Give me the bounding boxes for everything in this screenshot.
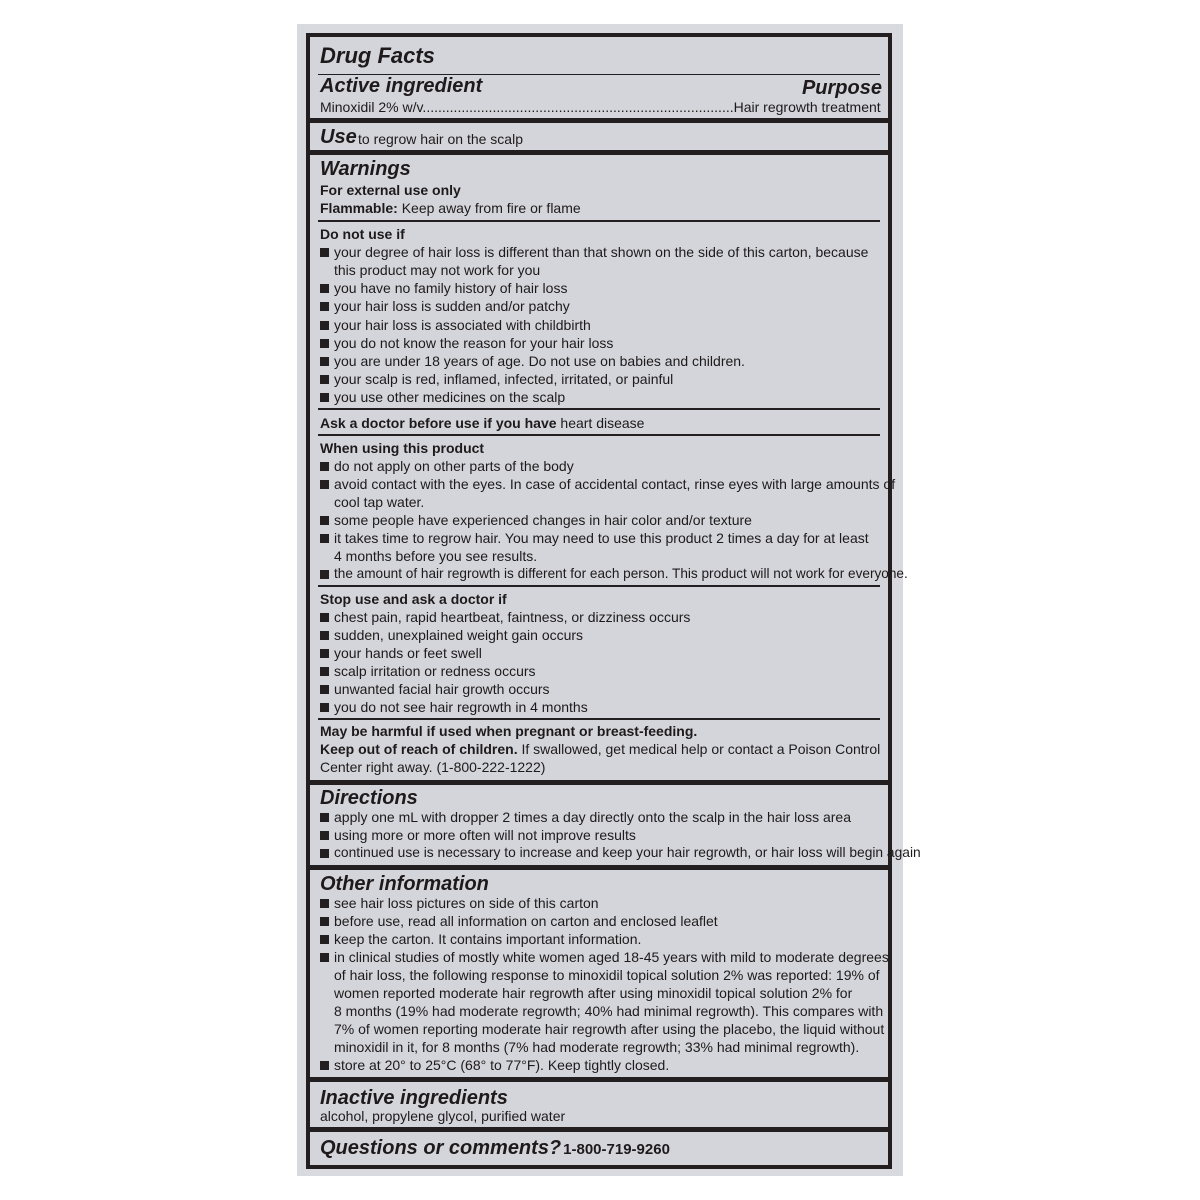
list-item: continued use is necessary to increase and keep your hair regrowth, or hair loss will begin again: [320, 844, 921, 862]
keep-out-label: Keep out of reach of children.: [320, 741, 518, 757]
divider: [318, 718, 880, 720]
bullet-square-icon: [320, 613, 329, 622]
bullet-square-icon: [320, 284, 329, 293]
purpose-heading: Purpose: [801, 77, 882, 99]
use-text: to regrow hair on the scalp: [358, 131, 523, 147]
other-info-heading: Other information: [320, 873, 489, 895]
list-item: avoid contact with the eyes. In case of accidental contact, rinse eyes with large amounts of: [320, 475, 895, 493]
list-item: you use other medicines on the scalp: [320, 388, 565, 406]
section-bar: [310, 865, 888, 870]
bullet-square-icon: [320, 631, 329, 640]
bullet-square-icon: [320, 667, 329, 676]
bullet-square-icon: [320, 953, 329, 962]
list-item-continuation: women reported moderate hair regrowth after using minoxidil topical solution 2% for: [334, 985, 853, 1001]
divider: [318, 434, 880, 436]
list-item: you do not see hair regrowth in 4 months: [320, 698, 588, 716]
list-item-continuation: 8 months (19% had moderate regrowth; 40% had minimal regrowth). This compares with: [334, 1003, 884, 1019]
list-item: you do not know the reason for your hair loss: [320, 334, 613, 352]
list-item: sudden, unexplained weight gain occurs: [320, 626, 583, 644]
do-not-use-heading: Do not use if: [320, 226, 405, 242]
list-item-continuation: of hair loss, the following response to minoxidil topical solution 2% was reported: 19% of: [334, 967, 880, 983]
questions-phone: 1-800-719-9260: [563, 1141, 670, 1158]
questions-heading: [320, 1137, 670, 1161]
bullet-square-icon: [320, 703, 329, 712]
bullet-square-icon: [320, 248, 329, 257]
list-item: you have no family history of hair loss: [320, 279, 567, 297]
list-item: store at 20° to 25°C (68° to 77°F). Keep tightly closed.: [320, 1056, 669, 1074]
list-item: you are under 18 years of age. Do not use on babies and children.: [320, 352, 745, 370]
bullet-square-icon: [320, 935, 329, 944]
list-item: unwanted facial hair growth occurs: [320, 680, 550, 698]
stop-use-heading: Stop use and ask a doctor if: [320, 591, 507, 607]
list-item: keep the carton. It contains important information.: [320, 930, 641, 948]
list-item-continuation: cool tap water.: [334, 494, 425, 510]
inactive-ingredients-heading: Inactive ingredients: [320, 1087, 508, 1109]
flammable-label: Flammable:: [320, 200, 398, 216]
bullet-square-icon: [320, 339, 329, 348]
list-item-continuation: minoxidil in it, for 8 months (7% had moderate regrowth; 33% had minimal regrowth).: [334, 1039, 860, 1055]
section-bar: [310, 1077, 888, 1082]
list-item: your hair loss is associated with childbirth: [320, 316, 591, 334]
ask-doctor-line: [320, 414, 644, 432]
warnings-heading: Warnings: [320, 158, 411, 180]
list-item: using more or more often will not improve results: [320, 826, 636, 844]
bullet-square-icon: [320, 899, 329, 908]
keep-out-text: If swallowed, get medical help or contact a Poison Control: [521, 741, 881, 757]
list-item: it takes time to regrow hair. You may need to use this product 2 times a day for at least: [320, 529, 869, 547]
list-item: scalp irritation or redness occurs: [320, 662, 536, 680]
bullet-square-icon: [320, 375, 329, 384]
list-item: your hair loss is sudden and/or patchy: [320, 297, 570, 315]
list-item: chest pain, rapid heartbeat, faintness, or dizziness occurs: [320, 608, 690, 626]
bullet-square-icon: [320, 685, 329, 694]
pregnancy-warning: May be harmful if used when pregnant or breast-feeding.: [320, 723, 698, 739]
bullet-square-icon: [320, 570, 329, 579]
list-item: before use, read all information on carton and enclosed leaflet: [320, 912, 718, 930]
bullet-square-icon: [320, 321, 329, 330]
directions-heading: Directions: [320, 787, 418, 809]
list-item-continuation: this product may not work for you: [334, 262, 541, 278]
drug-facts-label: [306, 33, 921, 1169]
when-using-heading: When using this product: [320, 440, 485, 456]
bullet-square-icon: [320, 462, 329, 471]
bullet-square-icon: [320, 917, 329, 926]
section-bar: [310, 1127, 888, 1132]
bullet-square-icon: [320, 393, 329, 402]
active-ingredient-heading: Active ingredient: [320, 75, 483, 97]
list-item: your hands or feet swell: [320, 644, 482, 662]
list-item-continuation: 7% of women reporting moderate hair regrowth after using the placebo, the liquid without: [334, 1021, 885, 1037]
flammable-text: Keep away from fire or flame: [401, 200, 581, 216]
bullet-square-icon: [320, 534, 329, 543]
keep-out-continuation: Center right away. (1-800-222-1222): [320, 759, 546, 775]
external-use-text: For external use only: [320, 182, 461, 198]
divider: [318, 220, 880, 222]
list-item-continuation: 4 months before you see results.: [334, 548, 538, 564]
bullet-square-icon: [320, 480, 329, 489]
questions-label: Questions or comments?: [320, 1137, 562, 1159]
divider: [318, 408, 880, 410]
divider: [318, 585, 880, 587]
list-item: some people have experienced changes in hair color and/or texture: [320, 511, 752, 529]
list-item: apply one mL with dropper 2 times a day directly onto the scalp in the hair loss area: [320, 808, 851, 826]
inactive-ingredients-text: alcohol, propylene glycol, purified water: [320, 1108, 566, 1124]
section-bar: [310, 780, 888, 785]
list-item: your scalp is red, inflamed, infected, irritated, or painful: [320, 370, 673, 388]
bullet-square-icon: [320, 302, 329, 311]
bullet-square-icon: [320, 813, 329, 822]
use-heading: Use: [320, 126, 357, 148]
bullet-square-icon: [320, 831, 329, 840]
flammable-line: [320, 199, 581, 217]
drug-facts-title: Drug Facts: [320, 43, 435, 68]
ask-doctor-text: heart disease: [560, 415, 645, 431]
bullet-square-icon: [320, 1061, 329, 1070]
section-bar: [310, 150, 888, 155]
bullet-square-icon: [320, 516, 329, 525]
list-item: the amount of hair regrowth is different for each person. This product will not work for everyone.: [320, 565, 908, 583]
bullet-square-icon: [320, 849, 329, 858]
list-item: do not apply on other parts of the body: [320, 457, 574, 475]
list-item: see hair loss pictures on side of this carton: [320, 894, 599, 912]
bullet-square-icon: [320, 357, 329, 366]
keep-out-line: [320, 740, 880, 758]
list-item: in clinical studies of mostly white women aged 18-45 years with mild to moderate degrees: [320, 948, 889, 966]
section-bar: [310, 118, 888, 123]
bullet-square-icon: [320, 649, 329, 658]
active-ingredient-line: Minoxidil 2% w/v................................................................................Hair regrowth treatment: [320, 99, 881, 115]
list-item: your degree of hair loss is different than that shown on the side of this carton, because: [320, 243, 868, 261]
ask-doctor-label: Ask a doctor before use if you have: [320, 415, 557, 431]
